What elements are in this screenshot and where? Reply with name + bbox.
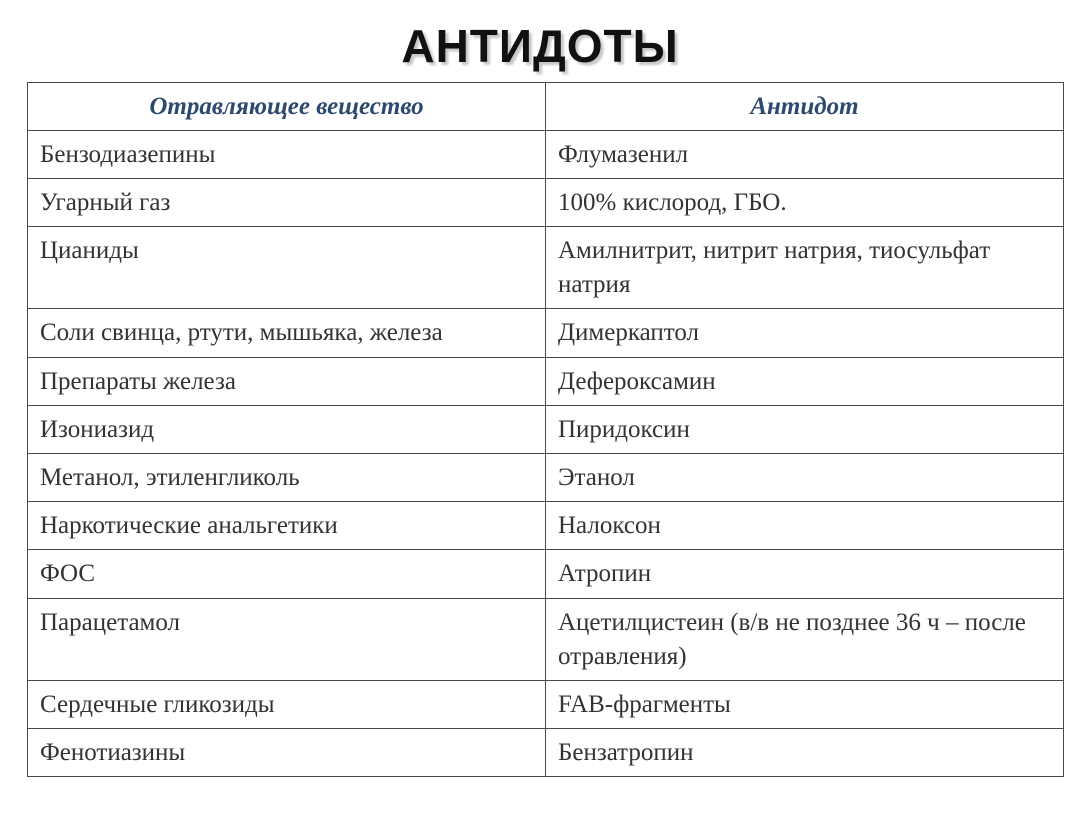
poison-cell: Парацетамол bbox=[28, 598, 546, 680]
antidote-cell: Пиридоксин bbox=[546, 405, 1064, 453]
table-row bbox=[28, 728, 1064, 776]
antidote-cell: Флумазенил bbox=[546, 131, 1064, 179]
poison-cell: Сердечные гликозиды bbox=[28, 680, 546, 728]
poison-cell: Наркотические анальгетики bbox=[28, 502, 546, 550]
poison-cell: Угарный газ bbox=[28, 179, 546, 227]
antidote-cell: Атропин bbox=[546, 550, 1064, 598]
antidote-cell: Бензатропин bbox=[546, 728, 1064, 776]
poison-cell: ФОС bbox=[28, 550, 546, 598]
table-header-row bbox=[28, 83, 1064, 131]
table-row bbox=[28, 131, 1064, 179]
antidotes-table bbox=[27, 82, 1064, 777]
poison-cell: Фенотиазины bbox=[28, 728, 546, 776]
antidote-cell: Ацетилцистеин (в/в не позднее 36 ч – после отравления) bbox=[546, 598, 1064, 680]
table-row bbox=[28, 598, 1064, 680]
table-row bbox=[28, 453, 1064, 501]
table-row bbox=[28, 227, 1064, 309]
column-header-antidote: Антидот bbox=[546, 83, 1064, 131]
antidote-cell: Амилнитрит, нитрит натрия, тиосульфат натрия bbox=[546, 227, 1064, 309]
poison-cell: Метанол, этиленгликоль bbox=[28, 453, 546, 501]
table-row bbox=[28, 405, 1064, 453]
column-header-poison: Отравляющее вещество bbox=[28, 83, 546, 131]
poison-cell: Препараты железа bbox=[28, 357, 546, 405]
antidote-cell: Димеркаптол bbox=[546, 309, 1064, 357]
poison-cell: Изониазид bbox=[28, 405, 546, 453]
table-row bbox=[28, 550, 1064, 598]
poison-cell: Цианиды bbox=[28, 227, 546, 309]
table-row bbox=[28, 179, 1064, 227]
poison-cell: Соли свинца, ртути, мышьяка, железа bbox=[28, 309, 546, 357]
antidote-cell: FAB-фрагменты bbox=[546, 680, 1064, 728]
table-row bbox=[28, 680, 1064, 728]
table-row bbox=[28, 357, 1064, 405]
antidote-cell: Этанол bbox=[546, 453, 1064, 501]
antidote-cell: Налоксон bbox=[546, 502, 1064, 550]
page-title: АНТИДОТЫ bbox=[401, 20, 679, 72]
table-row bbox=[28, 502, 1064, 550]
antidote-cell: 100% кислород, ГБО. bbox=[546, 179, 1064, 227]
antidote-cell: Дефероксамин bbox=[546, 357, 1064, 405]
poison-cell: Бензодиазепины bbox=[28, 131, 546, 179]
table-row bbox=[28, 309, 1064, 357]
